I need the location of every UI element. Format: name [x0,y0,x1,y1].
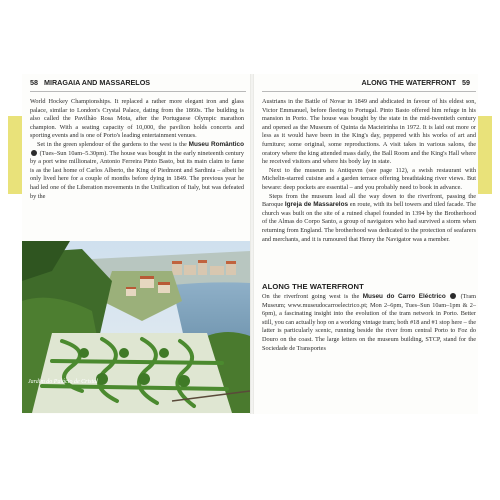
garden-photo [22,241,250,413]
left-body-text [30,98,244,201]
igreja-highlight: Igreja de Massarelos [284,201,349,209]
right-paragraph-3-text-a: Steps from the museum lead all the way down to the riverfront, passing the Baroque [262,192,476,209]
right-header-rule [262,91,476,92]
left-page-number: 58 [30,78,38,87]
left-paragraph-1: World Hockey Championships. It replaced a rather more elegant iron and glass palace, similar to London's Crystal Palace, dating from the 1860s. The building is also called the Pavilhão Rosa Mota, after the Portuguese Olympic marathon champion. With a seating capacity of 10,000, the pavilion holds concerts and sporting events and is one of Porto's leading entertainment venues. [30,98,244,140]
right-running-header [362,78,471,92]
left-paragraph-2 [30,141,244,201]
left-thumb-tab [8,116,22,194]
right-paragraph-3 [262,193,476,245]
section-subheading: ALONG THE WATERFRONT [262,282,364,291]
right-section-title: ALONG THE WATERFRONT [361,78,456,87]
right-paragraph-2: Next to the museum is Antiquvm (see page 112), a swish restaurant with Michelin-starred cuisine and a garden terrace offering breathtaking river views. But beware: deep pockets are essential – and you probably need to book in advance. [262,166,476,191]
right-paragraph-1: Austrians in the Battle of Novar in 1849 and abdicated in favour of his eldest son, Victor Emmanuel, before fleeing to Portugal. Pinto Basto offered him refuge in his mansion in Porto. The house was bought by the state in the mid-twentieth century and opened as the Museum of Quinta da Macieirinha in 1972. It is laid out more or less as it would have been in the King's day, peppered with his works of art and furniture; some original, some reproductions. A visit takes in various salons, the oratory where the king attended mass daily, the Ball Room and the King's Hall where he received visitors and where his body lay in state. [262,98,476,166]
map-marker-icon [450,293,456,299]
right-paragraph-4-text-b: (Tram Museum; www.museudocarroelectrico.pt; Mon 2–6pm, Tues–Sun 10am–1pm & 2–6pm), a fascinating insight into the evolution of the tram network in Porto. Better still, you can actually hop on a working vintage tram; both #18 and #1 stop here – the latter is particularly scenic, running beside the river from central Porto to Foz do Douro on the coast. The large letters on the museum building, STCP, stand for the Sociedade de Transportes [262,293,476,352]
map-marker-icon [31,150,37,156]
garden-photo-illustration [22,241,250,413]
right-page-number: 59 [462,78,470,87]
right-thumb-tab [478,116,492,194]
left-running-header [30,78,150,92]
left-paragraph-2-text-b: (Tues–Sun 10am–5.30pm). The house was bought in the early nineteenth century by a port wine millionaire, Antonio Ferreira Pinto Basto, but its main claim to fame is as the last home of Carlos Alberto, the King of Piedmont and Sardinia – albeit he only lived here for a couple of months before dying in 1849. The previous year he had led one of the Liberation [30,149,244,191]
right-paragraph-4 [262,293,476,353]
museu-romantico-highlight: Museu Romântico [188,140,244,148]
left-paragraph-3: movements in the Unification of Italy, but was defeated by the [30,183,244,200]
right-body-text-2 [262,293,476,353]
museu-carro-highlight: Museu do Carro Eléctrico [362,293,446,300]
left-paragraph-2-text-a: Set in the green splendour of the gardens to the west is the [37,140,189,148]
right-paragraph-4-text-a: On the riverfront going west is the [262,293,363,300]
left-section-title: MIRAGAIA AND MASSARELOS [44,78,151,87]
book-gutter [250,74,254,414]
left-header-rule [30,91,246,92]
right-body-text [262,98,476,244]
photo-caption: Jardim do Palácio de Cristal [28,379,98,385]
right-paragraph-3-text-b: en route, with its bell towers and tiled facade. The church was built on the site of a ruined chapel founded in 1394 by the Brotherhood of the Almas do Corpo Santo, a group of navigators who had survived a storm when returning from England. The brotherhood was dedicated to the protection of seafarers and merchants, and it is rumoured that Henry the Navigator was a member. [262,201,476,243]
